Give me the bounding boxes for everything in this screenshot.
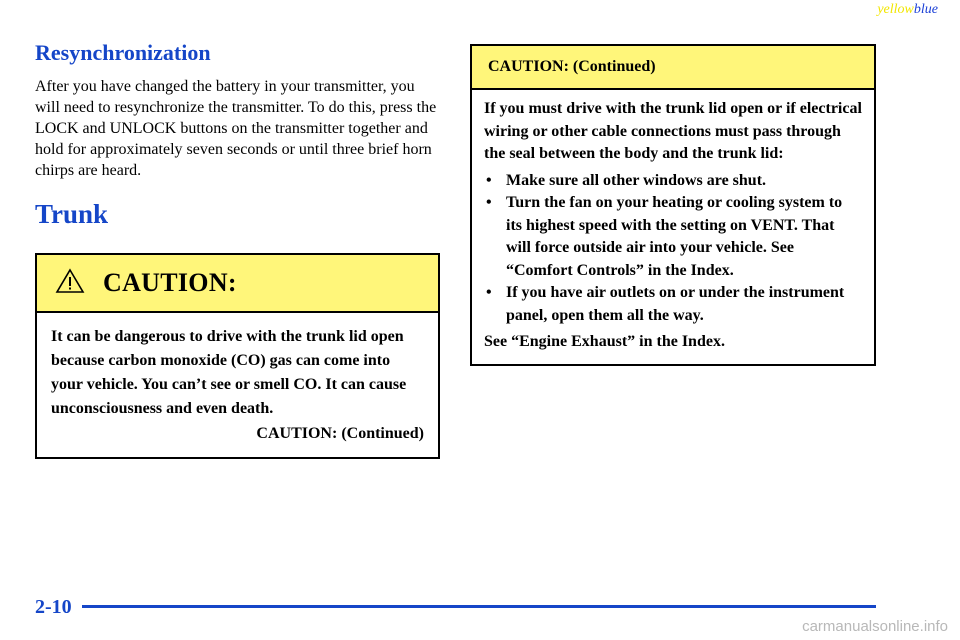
bullet-text: Turn the fan on your heating or cooling system to its highest speed with the setting on VENT. That will force outside air into your vehicle. See “Comfort Controls” in the Index. xyxy=(506,194,843,279)
list-item xyxy=(484,170,862,193)
caution-continued-box xyxy=(470,44,876,366)
caution-box xyxy=(35,253,440,459)
caution-header xyxy=(37,255,438,313)
left-column xyxy=(35,40,440,459)
page-number: 2-10 xyxy=(35,596,72,618)
caution-text: It can be dangerous to drive with the trunk lid open because carbon monoxide (CO) gas can come into your vehicle. You can’t see or smell CO. It can cause unconsciousness and even death. xyxy=(51,328,407,417)
bullet-icon: • xyxy=(486,194,492,211)
resync-text: After you have changed the battery in your transmitter, you will need to resynchronize the transmitter. To do this, press the LOCK and UNLOCK buttons on the transmitter together and hold for approximately seven seconds or until three brief horn chirps are heard. xyxy=(35,78,437,179)
trunk-heading: Trunk xyxy=(35,199,109,229)
watermark: carmanualsonline.info xyxy=(802,618,948,635)
caution-continued: CAUTION: (Continued) xyxy=(256,425,424,442)
marker-yellow: yellow xyxy=(877,2,914,17)
resync-heading: Resynchronization xyxy=(35,40,211,65)
caution-bullet-list xyxy=(484,170,862,328)
warning-triangle-icon xyxy=(55,268,85,299)
bullet-icon: • xyxy=(486,284,492,301)
caution-closing: See “Engine Exhaust” in the Index. xyxy=(484,333,725,350)
caution-continued-title: CAUTION: (Continued) xyxy=(472,46,874,90)
footer-rule xyxy=(82,605,876,608)
caution-body xyxy=(37,313,438,457)
caution-continued-body xyxy=(472,90,874,364)
print-color-marker xyxy=(877,2,938,18)
marker-blue: blue xyxy=(913,2,938,17)
bullet-text: If you have air outlets on or under the instrument panel, open them all the way. xyxy=(506,284,845,324)
caution-intro: If you must drive with the trunk lid open or if electrical wiring or other cable connections must pass through the seal between the body and the trunk lid: xyxy=(484,100,862,162)
caution-title: CAUTION: xyxy=(103,268,237,297)
bullet-icon: • xyxy=(486,171,492,189)
right-column xyxy=(470,44,876,366)
list-item xyxy=(484,282,862,327)
bullet-text: Make sure all other windows are shut. xyxy=(506,171,767,189)
list-item xyxy=(484,192,862,282)
